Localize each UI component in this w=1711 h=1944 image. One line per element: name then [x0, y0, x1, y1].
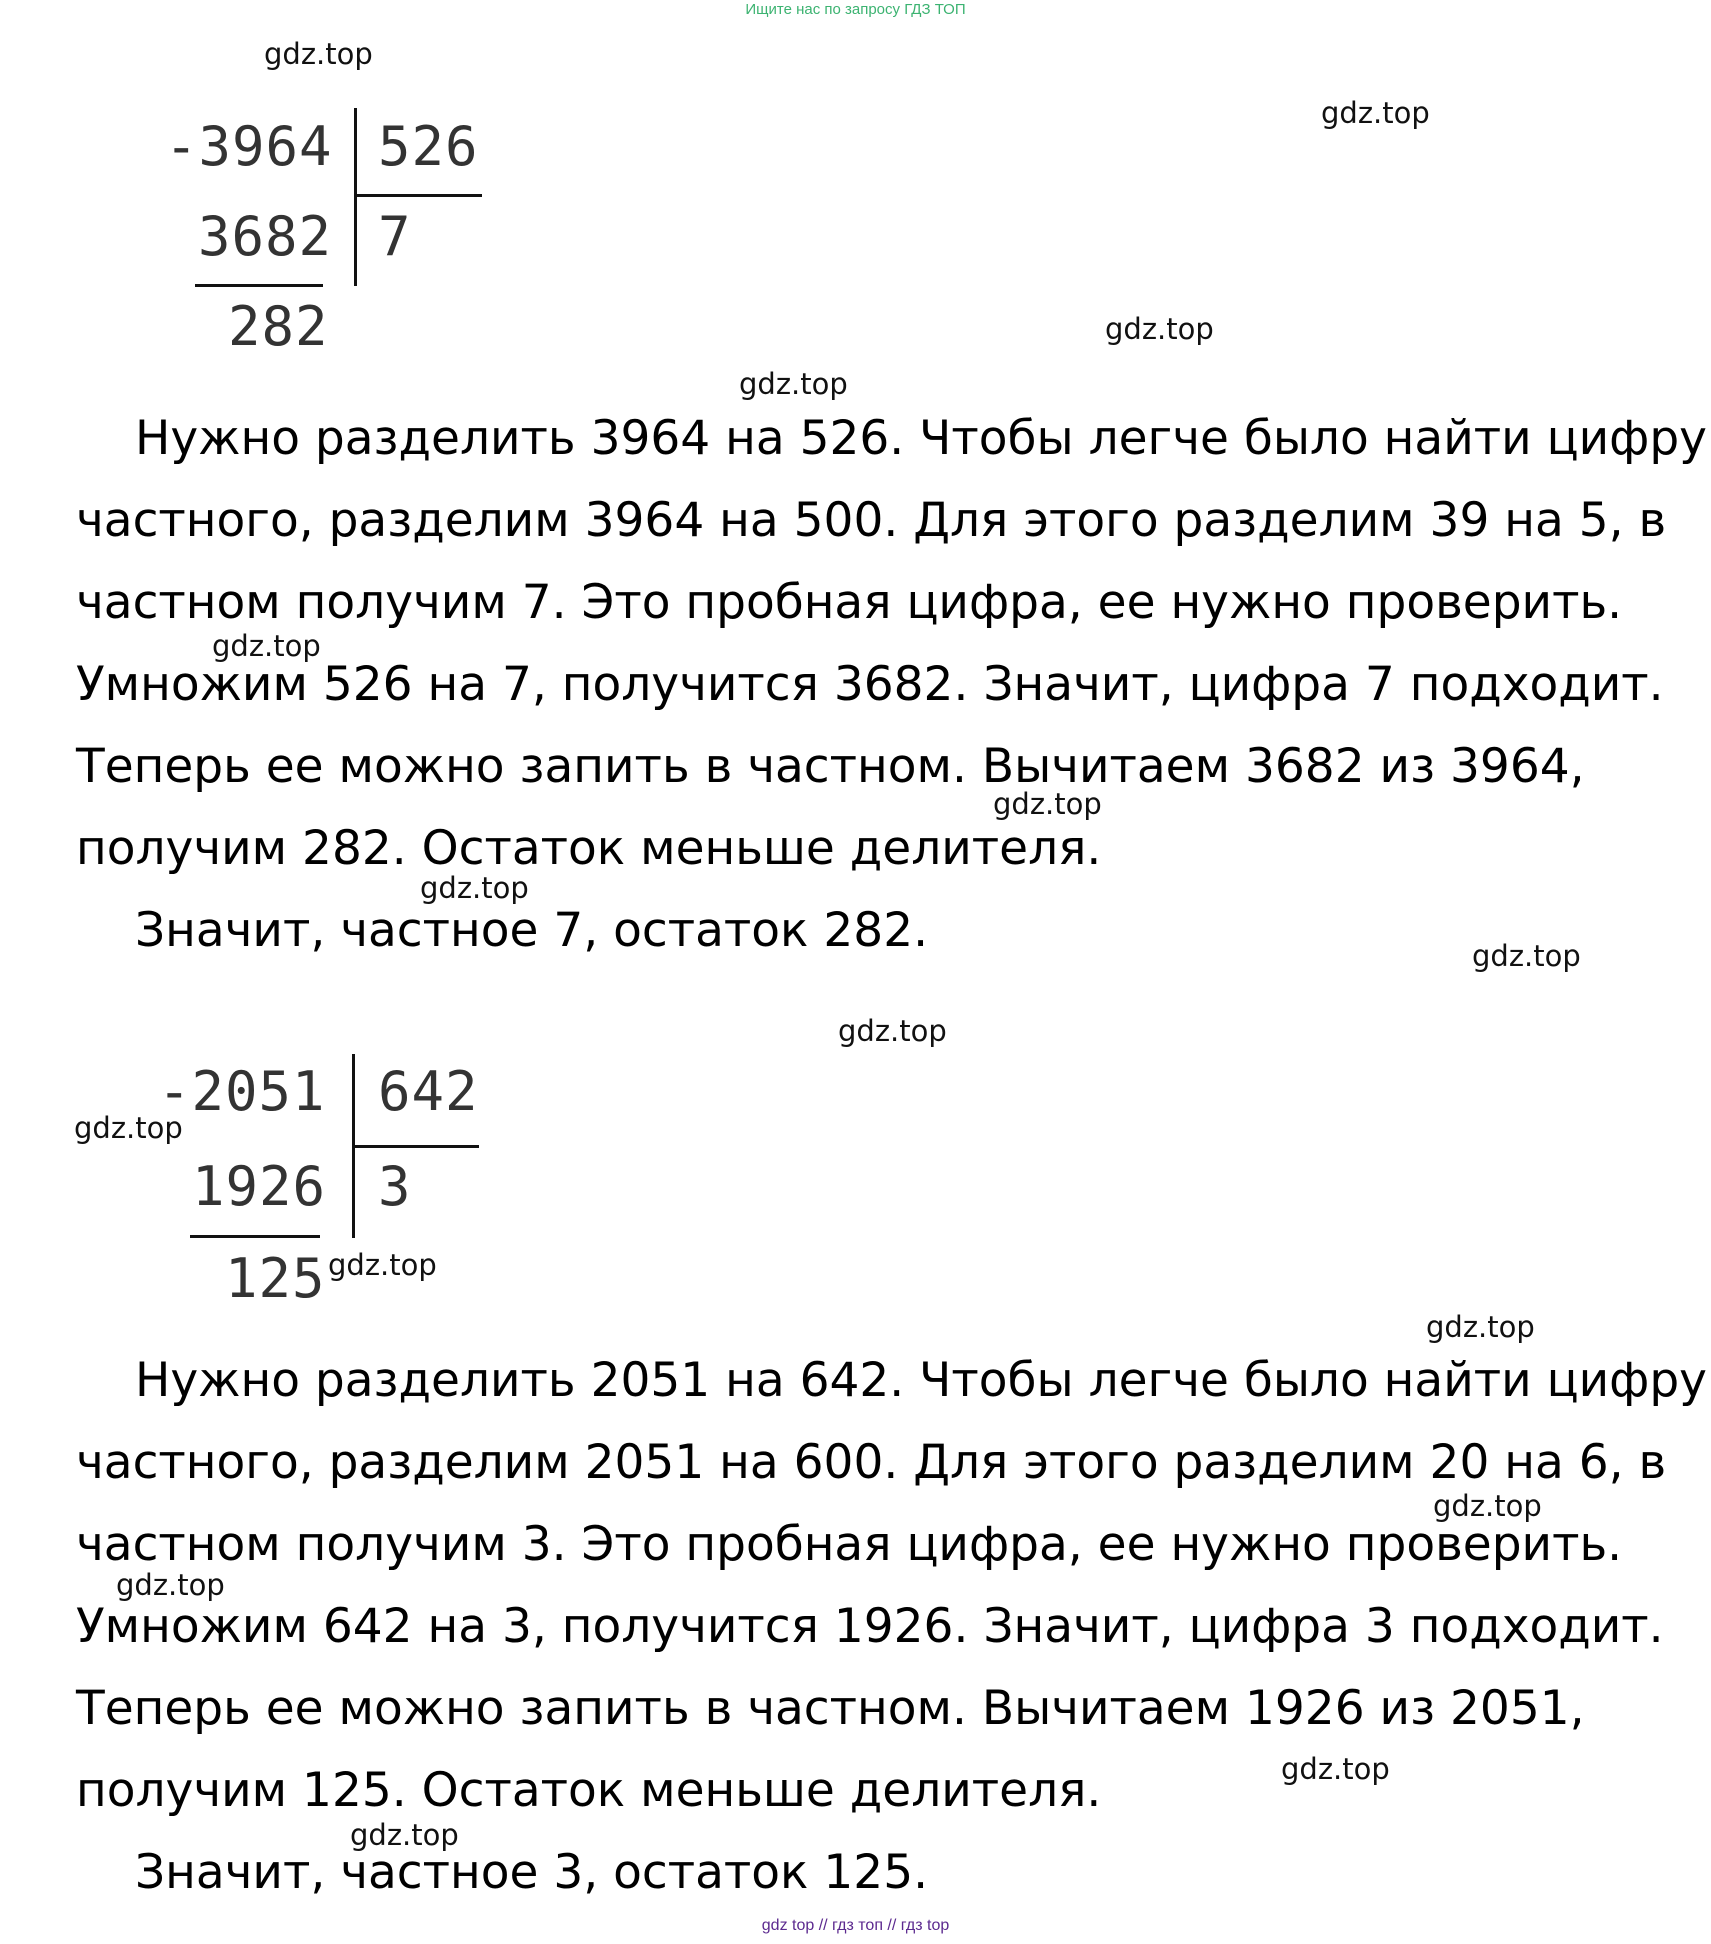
text-line: частном получим 3. Это пробная цифра, ее нужно проверить.: [76, 1517, 1623, 1572]
text-line: Нужно разделить 2051 на 642. Чтобы легче было найти цифру: [135, 1353, 1707, 1408]
text-line: частного, разделим 2051 на 600. Для этого разделим 20 на 6, в: [76, 1435, 1667, 1490]
footer-note: gdz top // гдз топ // гдз top: [761, 1917, 950, 1934]
text-line: Теперь ее можно запить в частном. Вычитаем 3682 из 3964,: [76, 739, 1585, 794]
watermark: gdz.top: [1472, 939, 1581, 973]
conclusion-line: Значит, частное 7, остаток 282.: [135, 903, 929, 958]
text-line: Теперь ее можно запить в частном. Вычитаем 1926 из 2051,: [76, 1681, 1585, 1736]
text-line: Умножим 526 на 7, получится 3682. Значит, цифра 7 подходит.: [76, 657, 1664, 712]
product: 1926: [192, 1155, 327, 1218]
text-line: Нужно разделить 3964 на 526. Чтобы легче было найти цифру: [135, 411, 1707, 466]
subtraction-line: [190, 1235, 320, 1238]
watermark: gdz.top: [838, 1014, 947, 1048]
quotient: 7: [378, 205, 412, 268]
watermark: gdz.top: [420, 871, 529, 905]
remainder: 125: [225, 1247, 326, 1310]
watermark: gdz.top: [739, 367, 848, 401]
watermark: gdz.top: [1105, 312, 1214, 346]
watermark: gdz.top: [1426, 1310, 1535, 1344]
watermark: gdz.top: [1433, 1489, 1542, 1523]
product: 3682: [198, 205, 333, 268]
top-promo-note: Ищите нас по запросу ГДЗ ТОП: [745, 1, 966, 18]
text-line: частного, разделим 3964 на 500. Для этого разделим 39 на 5, в: [76, 493, 1667, 548]
watermark: gdz.top: [212, 629, 321, 663]
quotient: 3: [378, 1155, 412, 1218]
text-line: частном получим 7. Это пробная цифра, ее нужно проверить.: [76, 575, 1623, 630]
division-vertical-line: [354, 108, 357, 286]
watermark: gdz.top: [993, 787, 1102, 821]
watermark: gdz.top: [350, 1818, 459, 1852]
text-line: Умножим 642 на 3, получится 1926. Значит, цифра 3 подходит.: [76, 1599, 1664, 1654]
watermark: gdz.top: [328, 1248, 437, 1282]
text-line: получим 282. Остаток меньше делителя.: [76, 821, 1102, 876]
watermark: gdz.top: [264, 37, 373, 71]
text-line: получим 125. Остаток меньше делителя.: [76, 1763, 1102, 1818]
watermark: gdz.top: [116, 1568, 225, 1602]
divisor: 642: [378, 1060, 479, 1123]
conclusion-line: Значит, частное 3, остаток 125.: [135, 1845, 929, 1900]
remainder: 282: [228, 295, 329, 358]
dividend: -3964: [165, 115, 333, 178]
divisor: 526: [378, 115, 479, 178]
division-divisor-underline: [354, 194, 482, 197]
watermark: gdz.top: [1281, 1752, 1390, 1786]
explanation-paragraph-2: [76, 1340, 1707, 1914]
watermark: gdz.top: [74, 1111, 183, 1145]
dividend: -2051: [158, 1060, 326, 1123]
explanation-paragraph-1: [76, 398, 1707, 972]
subtraction-line: [195, 284, 323, 287]
division-divisor-underline: [352, 1145, 479, 1148]
watermark: gdz.top: [1321, 96, 1430, 130]
